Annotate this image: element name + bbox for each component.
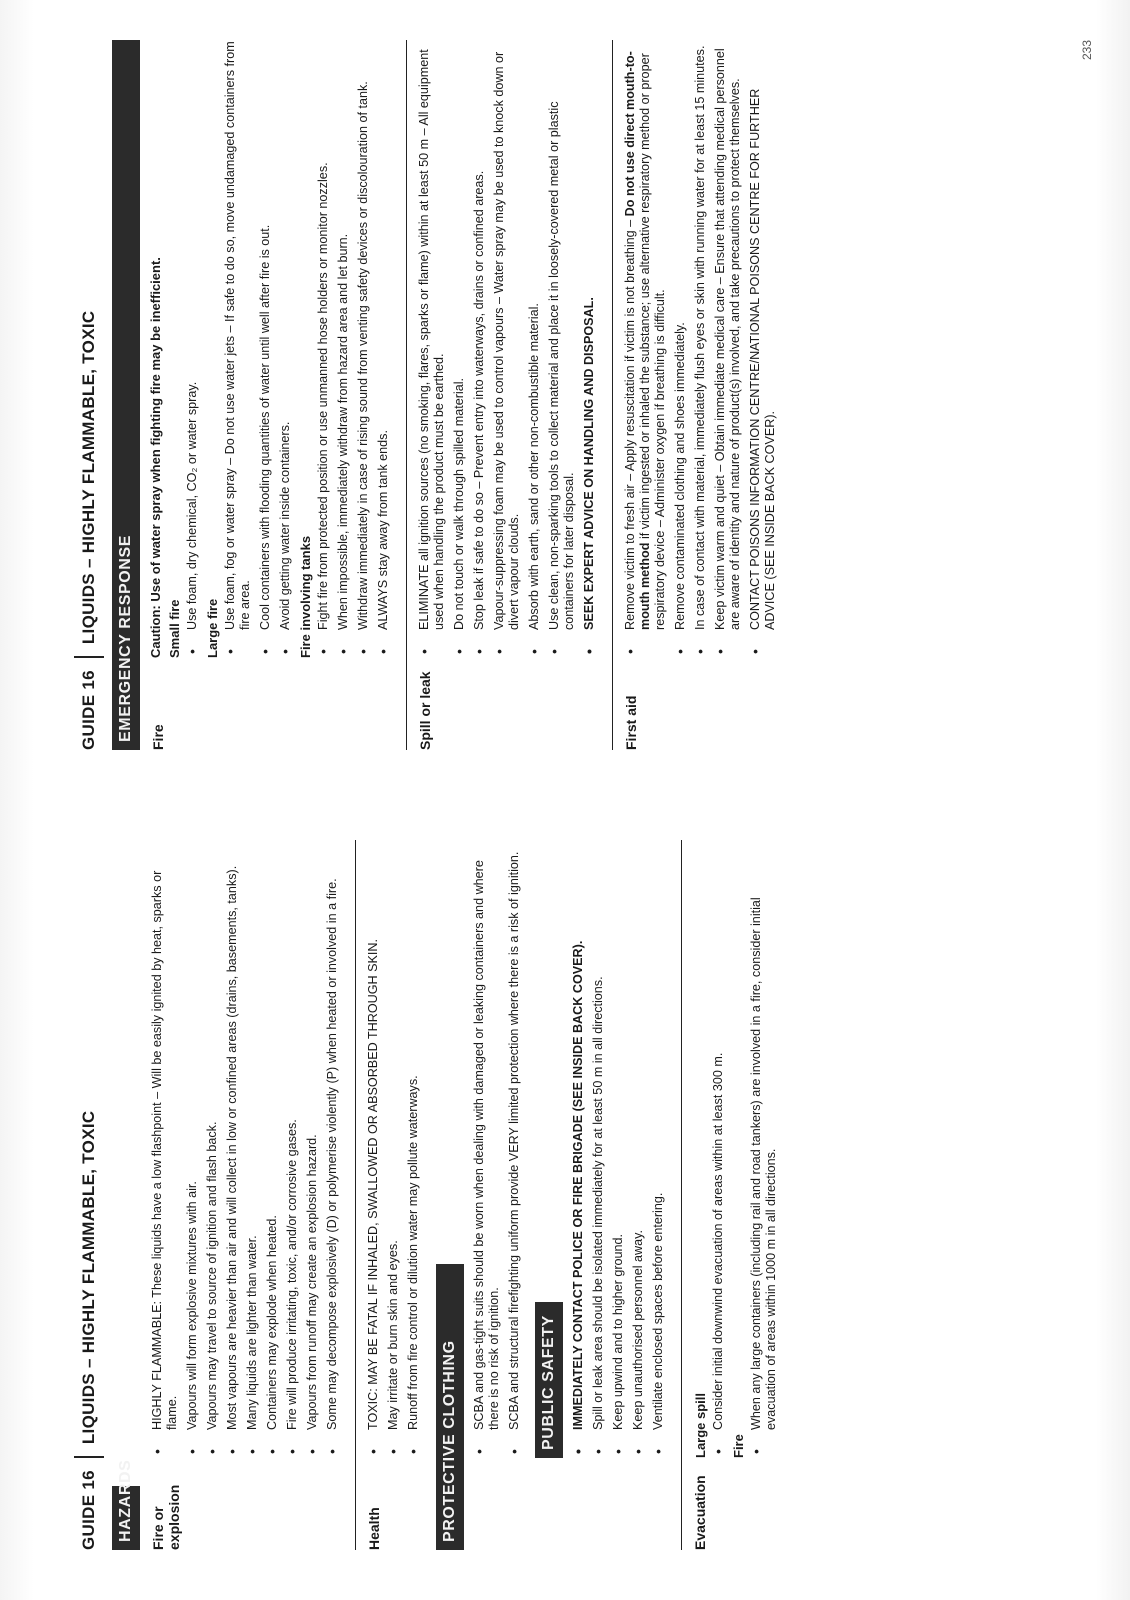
left-guide-title: LIQUIDS – HIGHLY FLAMMABLE, TOXIC [79,1110,98,1445]
evac-fire-heading: Fire [731,1434,746,1458]
first-aid-text-c: if victim ingested or inhaled the substance; use alternative respiratory method or proper respiratory device – Administer oxygen if breathing is difficult. [638,53,667,630]
left-guide-number: GUIDE 16 [74,1456,104,1550]
health-label: Health [366,1507,382,1550]
list-item: • Containers may explode when heated. [265,840,280,1458]
list-item: • Consider initial downwind evacuation of areas within at least 300 m. [711,840,726,1458]
list-item: • Keep upwind and to higher ground. [611,840,626,1458]
list-item: • TOXIC: MAY BE FATAL IF INHALED, SWALLOWED OR ABSORBED THROUGH SKIN. [366,840,381,1458]
tanks-fire-list [316,40,391,658]
public-row [569,840,671,1550]
fire-row [148,40,396,750]
evac-fire-list [749,840,779,1458]
list-item: • Remove contaminated clothing and shoes immediately. [673,40,688,658]
list-item: • HIGHLY FLAMMABLE: These liquids have a low flashpoint – Will be easily ignited by heat, sparks or flame. [150,840,180,1458]
right-guide-header [72,40,106,750]
list-item: • Cool containers with flooding quantities of water until well after fire is out. [258,40,273,658]
page-number: 233 [1080,39,1094,60]
list-item: • When impossible, immediately withdraw from hazard area and let burn. [336,40,351,658]
list-item: • When any large containers (including rail and road tankers) are involved in a fire, consider initial evacuation of areas within 1000 m in all directions. [749,840,779,1458]
fire-explosion-row [148,840,345,1550]
emergency-section [112,40,783,750]
public-list [571,840,666,1458]
list-item: • Absorb with earth, sand or other non-combustible material. [527,40,542,658]
large-spill-list [711,840,726,1458]
first-aid-list [623,40,778,658]
list-item: • SEEK EXPERT ADVICE ON HANDLING AND DISPOSAL. [582,40,597,658]
list-item: • Use foam, dry chemical, CO₂ or water spray. [185,40,200,658]
tanks-fire-heading: Fire involving tanks [298,535,313,658]
protective-clothing-heading: PROTECTIVE CLOTHING [436,1264,464,1550]
list-item: • Stop leak if safe to do so – Prevent entry into waterways, drains or confined areas. [472,40,487,658]
evacuation-row [690,840,784,1550]
hazards-heading: HAZARDS [112,1486,140,1550]
list-item: • Do not touch or walk through spilled material. [452,40,467,658]
list-item: • Vapours will form explosive mixtures with air. [185,840,200,1458]
list-item: • CONTACT POISONS INFORMATION CENTRE/NATIONAL POISONS CENTRE FOR FURTHER ADVICE (SEE INSIDE BACK COVER). [748,40,778,658]
divider [681,840,682,1550]
health-list [366,840,421,1458]
right-guide-number: GUIDE 16 [74,656,104,750]
spill-row [415,40,602,750]
list-item: • Vapour-suppressing foam may be used to control vapours – Water spray may be used to knock down or divert vapour clouds. [492,40,522,658]
fire-explosion-label: Fire or explosion [150,1484,182,1550]
fire-label: Fire [150,724,166,750]
list-item: • Spill or leak area should be isolated immediately for at least 50 m in all directions. [591,840,606,1458]
list-item: • Most vapours are heavier than air and will collect in low or confined areas (drains, basements, tanks). [225,840,240,1458]
large-fire-list [223,40,293,658]
protective-row [470,840,527,1550]
right-page [0,20,1130,780]
left-page [0,820,1130,1580]
right-guide-title: LIQUIDS – HIGHLY FLAMMABLE, TOXIC [79,310,98,645]
public-spacer [569,1458,671,1550]
left-guide-header [72,840,106,1550]
public-safety-heading: PUBLIC SAFETY [535,1302,563,1458]
list-item: • Avoid getting water inside containers. [278,40,293,658]
hazards-section [112,840,784,1550]
protective-spacer [470,1458,527,1550]
large-fire-heading: Large fire [205,598,220,658]
spill-list [417,40,597,658]
list-item: • Use clean, non-sparking tools to collect material and place it in loosely-covered metal or plastic containers for later disposal. [547,40,577,658]
list-item: • ALWAYS stay away from tank ends. [376,40,391,658]
list-item: • ELIMINATE all ignition sources (no smoking, flares, sparks or flame) within at least 50 m – All equipment used when handling the product must be earthed. [417,40,447,658]
divider [406,40,407,750]
list-item: • Vapours from runoff may create an explosion hazard. [305,840,320,1458]
fire-caution: Caution: Use of water spray when fighting fire may be inefficient. [148,257,163,658]
list-item: • Vapours may travel to source of ignition and flash back. [205,840,220,1458]
divider [355,840,356,1550]
list-item: • Many liquids are lighter than water. [245,840,260,1458]
list-item: • Keep unauthorised personnel away. [631,840,646,1458]
list-item: • SCBA and structural firefighting uniform provide VERY limited protection where there is a risk of ignition. [507,840,522,1458]
list-item: • Fight fire from protected position or use unmanned hose holders or monitor nozzles. [316,40,331,658]
list-item: • May irritate or burn skin and eyes. [386,840,401,1458]
protective-list [472,840,522,1458]
list-item: • IMMEDIATELY CONTACT POLICE OR FIRE BRIGADE (SEE INSIDE BACK COVER). [571,840,586,1458]
list-item: • SCBA and gas-tight suits should be worn when dealing with damaged or leaking containers and where there is no risk of ignition. [472,840,502,1458]
health-row [364,840,426,1550]
list-item: • Some may decompose explosively (D) or polymerise violently (P) when heated or involved in a fire. [325,840,340,1458]
first-aid-row [621,40,783,750]
small-fire-list [185,40,200,658]
large-spill-heading: Large spill [693,1392,708,1458]
list-item: • Keep victim warm and quiet – Obtain immediate medical care – Ensure that attending medical personnel are aware of identity and nature of product(s) involved, and take precautions to protect themselves. [713,40,743,658]
list-item: • Withdraw immediately in case of rising sound from venting safety devices or discolouration of tank. [356,40,371,658]
small-fire-heading: Small fire [167,599,182,658]
fire-explosion-list [150,840,340,1458]
evacuation-label: Evacuation [692,1475,708,1550]
list-item: • Use foam, fog or water spray – Do not use water jets – If safe to do so, move undamaged containers from fire area. [223,40,253,658]
list-item: • Ventilate enclosed spaces before entering. [651,840,666,1458]
first-aid-label: First aid [623,695,639,750]
first-aid-text-b: Do not use direct mouth-to-mouth method [623,51,652,630]
emergency-response-heading: EMERGENCY RESPONSE [112,40,140,750]
first-aid-text-a: Remove victim to fresh air – Apply resuscitation if victim is not breathing – [623,219,637,630]
divider [612,40,613,750]
list-item: • Runoff from fire control or dilution water may pollute waterways. [406,840,421,1458]
list-item: • In case of contact with material, immediately flush eyes or skin with running water for at least 15 minutes. [693,40,708,658]
spill-label: Spill or leak [417,671,433,750]
list-item [623,40,668,658]
list-item: • Fire will produce irritating, toxic, and/or corrosive gases. [285,840,300,1458]
